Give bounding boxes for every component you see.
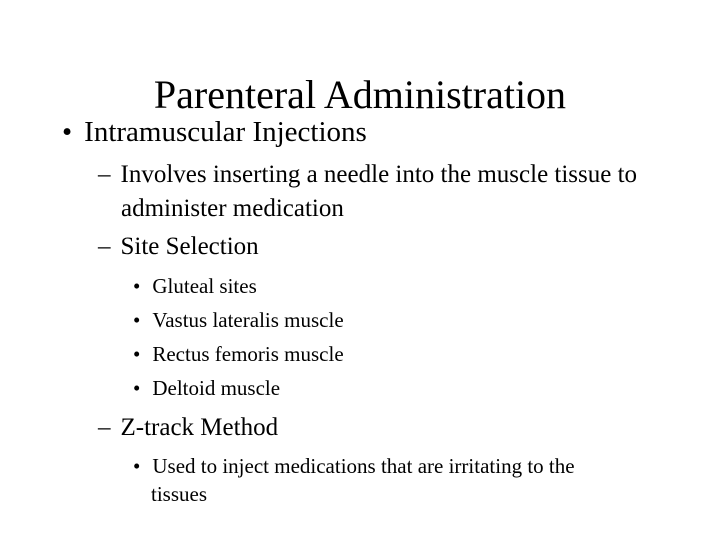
site-text: Gluteal sites (152, 274, 257, 298)
site-item (133, 273, 257, 299)
dash-marker: – (98, 161, 111, 188)
item-involves-line2: administer medication (121, 195, 344, 222)
bullet-marker: • (133, 274, 141, 298)
site-item (133, 375, 280, 401)
bullet-marker: • (133, 376, 141, 400)
ztrack-sub-line2: tissues (151, 482, 208, 506)
item-involves-text: Involves inserting a needle into the muscle tissue to (120, 161, 638, 188)
bullet-marker: • (133, 454, 141, 478)
item-involves-line1 (98, 160, 637, 190)
bullet-marker: • (133, 308, 141, 332)
site-text: Vastus lateralis muscle (152, 308, 344, 332)
dash-marker: – (98, 414, 111, 441)
item-site-selection (98, 232, 259, 262)
bullet-marker: • (133, 342, 141, 366)
site-item (133, 341, 344, 367)
item-site-selection-text: Site Selection (120, 233, 259, 260)
bullet-marker: • (62, 116, 73, 148)
item-ztrack (98, 413, 278, 443)
bullet-text: Intramuscular Injections (84, 116, 367, 148)
slide-title: Parenteral Administration (153, 72, 567, 117)
dash-marker: – (98, 233, 111, 260)
site-text: Deltoid muscle (152, 376, 281, 400)
bullet-intramuscular-injections (62, 115, 367, 149)
site-text: Rectus femoris muscle (152, 342, 344, 366)
ztrack-sub-line1 (133, 453, 575, 479)
ztrack-sub-text: Used to inject medications that are irritating to the (152, 454, 575, 478)
item-ztrack-text: Z-track Method (120, 414, 279, 441)
site-item (133, 307, 344, 333)
